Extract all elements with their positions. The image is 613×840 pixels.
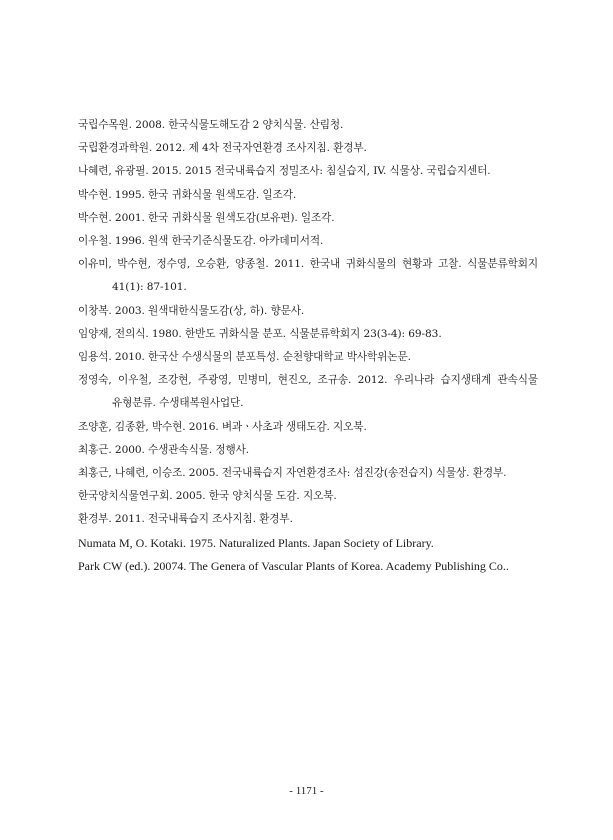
reference-entry: 환경부. 2011. 전국내륙습지 조사지침. 환경부.	[78, 513, 293, 526]
reference-entry: 나혜련, 유광필. 2015. 2015 전국내륙습지 정밀조사: 침실습지, IV. 식물상. 국립습지센터.	[78, 165, 491, 178]
reference-entry: 임양재, 전의식. 1980. 한반도 귀화식물 분포. 식물분류학회지 23(3-4): 69-83.	[78, 327, 442, 340]
reference-entry: 이우철. 1996. 원색 한국기준식물도감. 아카데미서적.	[78, 235, 324, 248]
reference-entry: 최홍근. 2000. 수생관속식물. 정행사.	[78, 443, 250, 456]
reference-entry: 정영숙, 이우철, 조강현, 주광영, 민병미, 현진오, 조규송. 2012. 우리나라 습지생태계 관속식물 유형분류. 수생태복원사업단.	[78, 374, 538, 410]
reference-entry: 조양훈, 김종환, 박수현. 2016. 벼과ㆍ사초과 생태도감. 지오북.	[78, 420, 367, 433]
reference-entry: 국립환경과학원. 2012. 제 4차 전국자연환경 조사지침. 환경부.	[78, 142, 367, 155]
reference-entry: 국립수목원. 2008. 한국식물도해도감 2 양치식물. 산림청.	[78, 119, 344, 131]
reference-entry: 박수현. 2001. 한국 귀화식물 원색도감(보유편). 일조각.	[78, 211, 335, 224]
page-number: - 1171 -	[289, 785, 324, 797]
reference-entry: 박수현. 1995. 한국 귀화식물 원색도감. 일조각.	[78, 188, 297, 201]
reference-entry: Park CW (ed.). 20074. The Genera of Vascular Plants of Korea. Academy Publishing Co..	[78, 558, 509, 573]
reference-list	[78, 114, 538, 578]
reference-entry: 이유미, 박수현, 정수영, 오승환, 양종철. 2011. 한국내 귀화식물의 현황과 고찰. 식물분류학회지 41(1): 87-101.	[78, 258, 538, 294]
reference-entry: 최홍근, 나혜련, 이승조. 2005. 전국내륙습지 자연환경조사: 섬진강(송전습지) 식물상. 환경부.	[78, 467, 507, 480]
reference-entry: 한국양치식물연구회. 2005. 한국 양치식물 도감. 지오북.	[78, 490, 337, 503]
reference-entry: 임용석. 2010. 한국산 수생식물의 분포특성. 순천향대학교 박사학위논문.	[78, 351, 411, 364]
reference-entry: Numata M, O. Kotaki. 1975. Naturalized Plants. Japan Society of Library.	[78, 535, 434, 550]
reference-entry: 이창복. 2003. 원색대한식물도감(상, 하). 향문사.	[78, 304, 305, 317]
